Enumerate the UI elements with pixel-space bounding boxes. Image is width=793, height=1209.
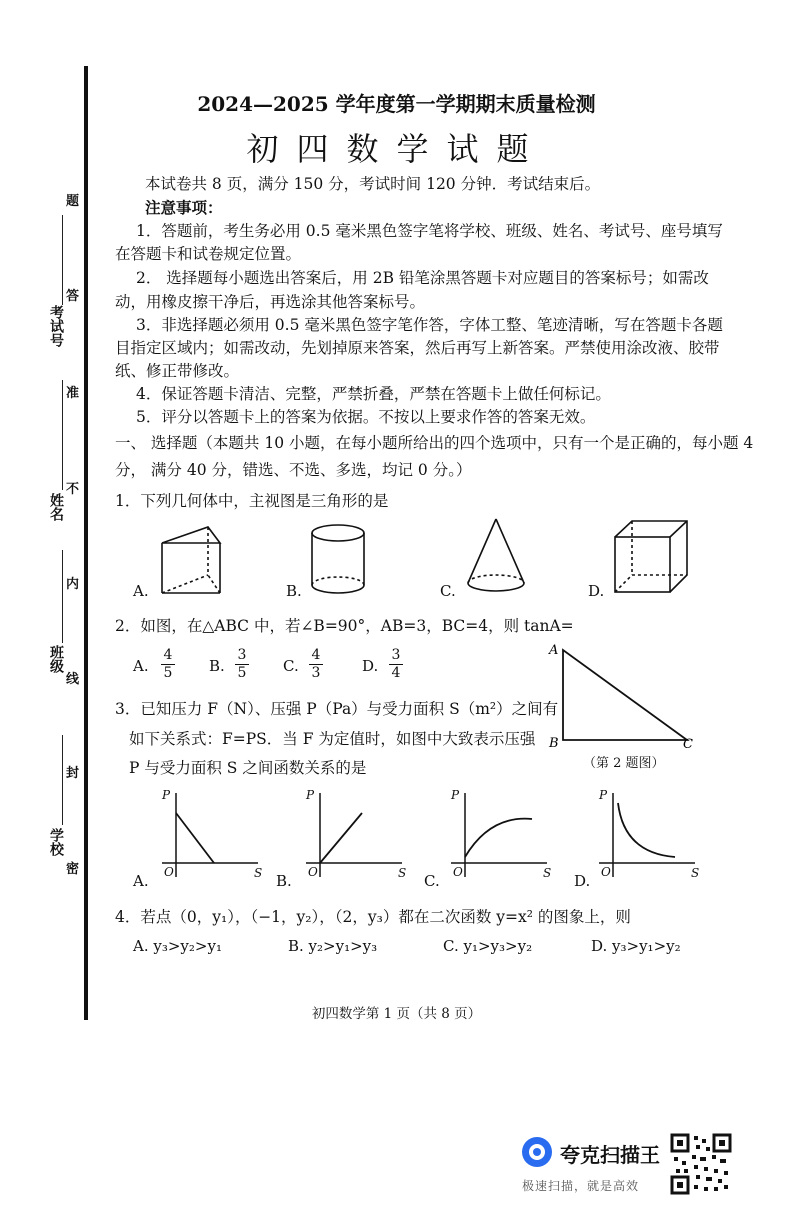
exam-number-label: 考试号 (48, 305, 64, 347)
graph-d-p-label: P (599, 788, 608, 802)
seal-mark: 内 (66, 577, 80, 592)
question-1-option-a: A. (133, 582, 149, 600)
question-2-figure-caption: （第 2 题图） (583, 756, 665, 771)
question-2-fraction-b: $\frac{3}{5}$ (235, 647, 249, 682)
note-1-cont: 在答题卡和试卷规定位置。 (115, 245, 302, 263)
seal-mark: 密 (66, 862, 80, 877)
question-2-option-b: B. (209, 657, 225, 675)
graph-d-s-label: S (691, 866, 700, 880)
page-footer: 初四数学第 1 页（共 8 页） (311, 1006, 482, 1022)
school-field (62, 735, 63, 825)
seal-mark: 答 (66, 289, 80, 304)
graph-a-s-label: S (254, 866, 263, 880)
question-2-fraction-d: $\frac{3}{4}$ (389, 647, 403, 682)
note-5: 5．评分以答题卡上的答案为依据。不按以上要求作答的答案无效。 (136, 408, 596, 426)
graph-b-p-label: P (306, 788, 315, 802)
vertex-b-label: B (549, 736, 559, 751)
question-2-fraction-a: $\frac{4}{5}$ (161, 647, 175, 682)
question-3-option-b: B. (276, 872, 292, 890)
section-heading: 一、 选择题（本题共 10 小题，在每小题所给出的四个选项中，只有一个是正确的，每小题 4 (115, 434, 754, 452)
question-2-option-a: A. (133, 657, 149, 675)
name-field (62, 380, 63, 490)
question-1-option-b: B. (286, 582, 302, 600)
cylinder-figure (312, 525, 364, 593)
note-3-cont2: 纸、修正带修改。 (115, 362, 240, 380)
note-3: 3．非选择题必须用 0.5 毫米黑色签字笔作答，字体工整、笔迹清晰，写在答题卡各题 (136, 316, 723, 334)
school-label: 学校 (48, 828, 64, 856)
class-field (62, 550, 63, 643)
exam-subject-title: 初四数学试题 (246, 130, 547, 168)
name-label: 姓名 (48, 493, 64, 521)
question-4-option-d: D. y₃>y₁>y₂ (591, 937, 681, 955)
exam-title: 2024—2025 学年度第一学期期末质量检测 (197, 92, 596, 116)
question-4-option-c: C. y₁>y₃>y₂ (443, 937, 533, 955)
seal-mark: 准 (66, 386, 80, 401)
graph-b-origin: O (308, 865, 318, 879)
question-1-option-d: D. (588, 582, 605, 600)
note-2-cont: 动，用橡皮擦干净后，再选涂其他答案标号。 (115, 293, 426, 311)
question-4-option-b: B. y₂>y₁>y₃ (288, 937, 378, 955)
qr-code-icon (670, 1133, 732, 1195)
question-3-line-1: 3．已知压力 F（N）、压强 P（Pa）与受力面积 S（m²）之间有 (115, 700, 559, 718)
note-1: 1．答题前，考生务必用 0.5 毫米黑色签字笔将学校、班级、姓名、考试号、座号填写 (136, 222, 723, 240)
exam-number-field (62, 215, 63, 305)
question-3-line-3: P 与受力面积 S 之间函数关系的是 (129, 759, 367, 777)
question-3-option-d: D. (574, 872, 591, 890)
seal-mark: 题 (66, 194, 80, 209)
class-label: 班级 (48, 645, 64, 673)
question-1-figures (150, 515, 710, 600)
binding-line (84, 66, 88, 1020)
graph-a-p-label: P (162, 788, 171, 802)
cube-figure (615, 521, 687, 592)
question-1-option-c: C. (440, 582, 456, 600)
graph-c-origin: O (453, 865, 463, 879)
question-2-stem: 2．如图，在△ABC 中，若∠B=90°，AB=3，BC=4，则 tanA= (115, 617, 574, 635)
graph-d-origin: O (601, 865, 611, 879)
question-3-option-a: A. (133, 872, 149, 890)
question-2-option-d: D. (362, 657, 379, 675)
note-2: 2． 选择题每小题选出答案后，用 2B 铅笔涂黑答题卡对应题目的答案标号；如需改 (136, 269, 709, 287)
question-4-option-a: A. y₃>y₂>y₁ (133, 937, 222, 955)
seal-mark: 封 (66, 766, 80, 781)
question-2-option-c: C. (283, 657, 299, 675)
seal-mark: 线 (66, 672, 80, 687)
vertex-c-label: C (683, 737, 693, 752)
note-3-cont: 目指定区域内；如需改动，先划掉原来答案，然后再写上新答案。严禁使用涂改液、胶带 (115, 339, 720, 357)
triangular-prism-figure (162, 527, 220, 593)
question-3-line-2: 如下关系式：F=PS．当 F 为定值时，如图中大致表示压强 (129, 730, 536, 748)
scanner-slogan: 极速扫描，就是高效 (522, 1179, 640, 1193)
scanner-logo-icon (520, 1135, 554, 1169)
exam-info: 本试卷共 8 页，满分 150 分，考试时间 120 分钟．考试结束后。 (145, 175, 601, 193)
note-4: 4．保证答题卡清洁、完整，严禁折叠，严禁在答题卡上做任何标记。 (136, 385, 611, 403)
question-3-option-c: C. (424, 872, 440, 890)
graph-a-origin: O (164, 865, 174, 879)
vertex-a-label: A (549, 643, 559, 658)
graph-c-s-label: S (543, 866, 552, 880)
graph-b-s-label: S (398, 866, 407, 880)
notes-title: 注意事项： (145, 198, 223, 217)
cone-figure (468, 519, 524, 591)
seal-mark: 不 (66, 482, 80, 497)
question-2-fraction-c: $\frac{4}{3}$ (309, 647, 323, 682)
question-1-stem: 1．下列几何体中，主视图是三角形的是 (115, 492, 389, 510)
question-2-triangle-figure (545, 640, 705, 752)
graph-c-p-label: P (451, 788, 460, 802)
scanner-app-name: 夸克扫描王 (560, 1143, 660, 1167)
question-3-graphs (150, 785, 710, 885)
section-heading-cont: 分， 满分 40 分，错选、不选、多选，均记 0 分。） (115, 461, 472, 479)
question-4-stem: 4．若点（0，y₁），（−1，y₂），（2，y₃）都在二次函数 y=x² 的图象上，则 (115, 908, 631, 926)
